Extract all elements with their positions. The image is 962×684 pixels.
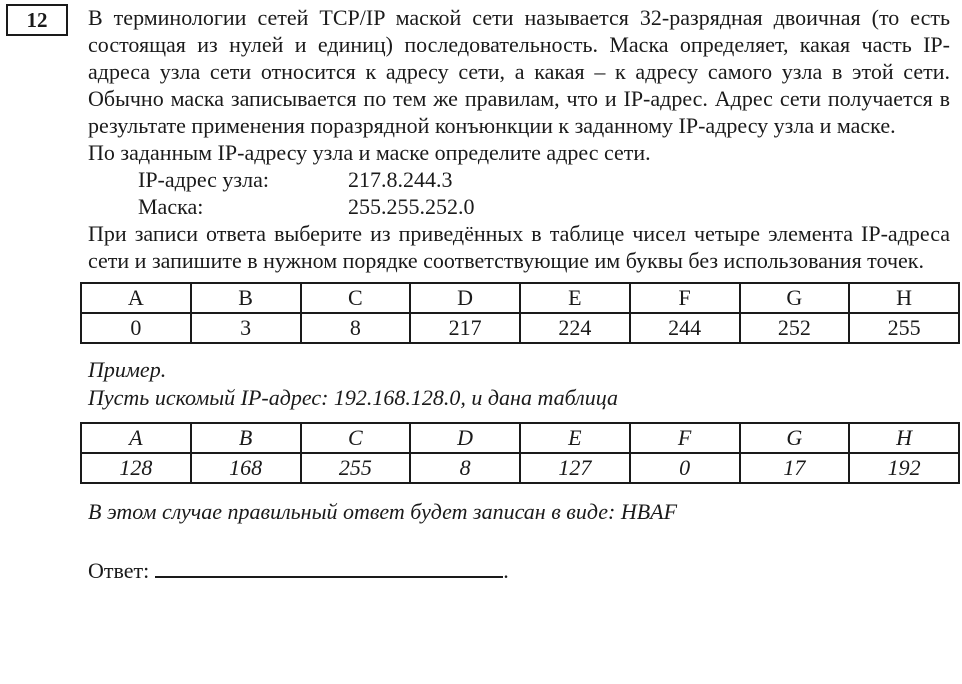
example-value-cell: 8 xyxy=(410,453,520,483)
example-letter-cell: C xyxy=(301,423,411,453)
main-letter-cell: B xyxy=(191,283,301,313)
main-table-letters-row xyxy=(81,283,959,313)
example-value-cell: 168 xyxy=(191,453,301,483)
main-letter-cell: H xyxy=(849,283,959,313)
main-table xyxy=(80,282,960,344)
ip-label: IP-адрес узла: xyxy=(138,167,269,192)
main-letter-cell: G xyxy=(740,283,850,313)
example-letter-cell: E xyxy=(520,423,630,453)
example-table xyxy=(80,422,960,484)
task-content xyxy=(88,4,950,585)
example-letter-cell: F xyxy=(630,423,740,453)
answer-field[interactable] xyxy=(155,556,503,578)
example-description: Пусть искомый IP-адрес: 192.168.128.0, и дана таблица xyxy=(88,385,618,410)
main-value-cell: 252 xyxy=(740,313,850,343)
answer-row xyxy=(88,556,950,585)
mask-row xyxy=(88,193,950,220)
main-table-values-row xyxy=(81,313,959,343)
example-table-letters-row xyxy=(81,423,959,453)
main-value-cell: 224 xyxy=(520,313,630,343)
main-value-cell: 244 xyxy=(630,313,740,343)
instruction-paragraph: При записи ответа выберите из приведённых в таблице чисел четыре элемента IP-адреса сети и запишите в нужном порядке соответствующие им буквы без использования точек. xyxy=(88,221,950,273)
answer-label: Ответ: xyxy=(88,558,150,583)
main-letter-cell: A xyxy=(81,283,191,313)
ip-row xyxy=(88,166,950,193)
example-value-cell: 128 xyxy=(81,453,191,483)
main-letter-cell: F xyxy=(630,283,740,313)
main-letter-cell: E xyxy=(520,283,630,313)
ip-value: 217.8.244.3 xyxy=(348,167,453,192)
example-letter-cell: H xyxy=(849,423,959,453)
main-value-cell: 8 xyxy=(301,313,411,343)
intro-paragraph: В терминологии сетей TCP/IP маской сети называется 32-разрядная двоичная (то есть состоящая из нулей и единиц) последовательность. Маска определяет, какая часть IP-адреса узла сети относится к адресу сети, а какая – к адресу самого узла в этой сети. Обычно маска записывается по тем же правилам, что и IP-адрес. Адрес сети получается в результате применения поразрядной конъюнкции к заданному IP-адресу узла и маске. xyxy=(88,5,950,138)
example-conclusion: В этом случае правильный ответ будет записан в виде: HBAF xyxy=(88,499,678,524)
main-letter-cell: C xyxy=(301,283,411,313)
example-title: Пример. xyxy=(88,357,167,382)
mask-label: Маска: xyxy=(138,194,204,219)
example-letter-cell: A xyxy=(81,423,191,453)
example-value-cell: 0 xyxy=(630,453,740,483)
question-number: 12 xyxy=(6,4,68,36)
question-line: По заданным IP-адресу узла и маске определите адрес сети. xyxy=(88,140,651,165)
mask-value: 255.255.252.0 xyxy=(348,194,475,219)
main-value-cell: 255 xyxy=(849,313,959,343)
answer-trailing-period: . xyxy=(503,558,509,583)
example-value-cell: 192 xyxy=(849,453,959,483)
example-letter-cell: B xyxy=(191,423,301,453)
main-letter-cell: D xyxy=(410,283,520,313)
example-letter-cell: D xyxy=(410,423,520,453)
example-letter-cell: G xyxy=(740,423,850,453)
example-value-cell: 255 xyxy=(301,453,411,483)
example-table-values-row xyxy=(81,453,959,483)
main-value-cell: 217 xyxy=(410,313,520,343)
main-value-cell: 0 xyxy=(81,313,191,343)
main-value-cell: 3 xyxy=(191,313,301,343)
example-value-cell: 127 xyxy=(520,453,630,483)
example-value-cell: 17 xyxy=(740,453,850,483)
